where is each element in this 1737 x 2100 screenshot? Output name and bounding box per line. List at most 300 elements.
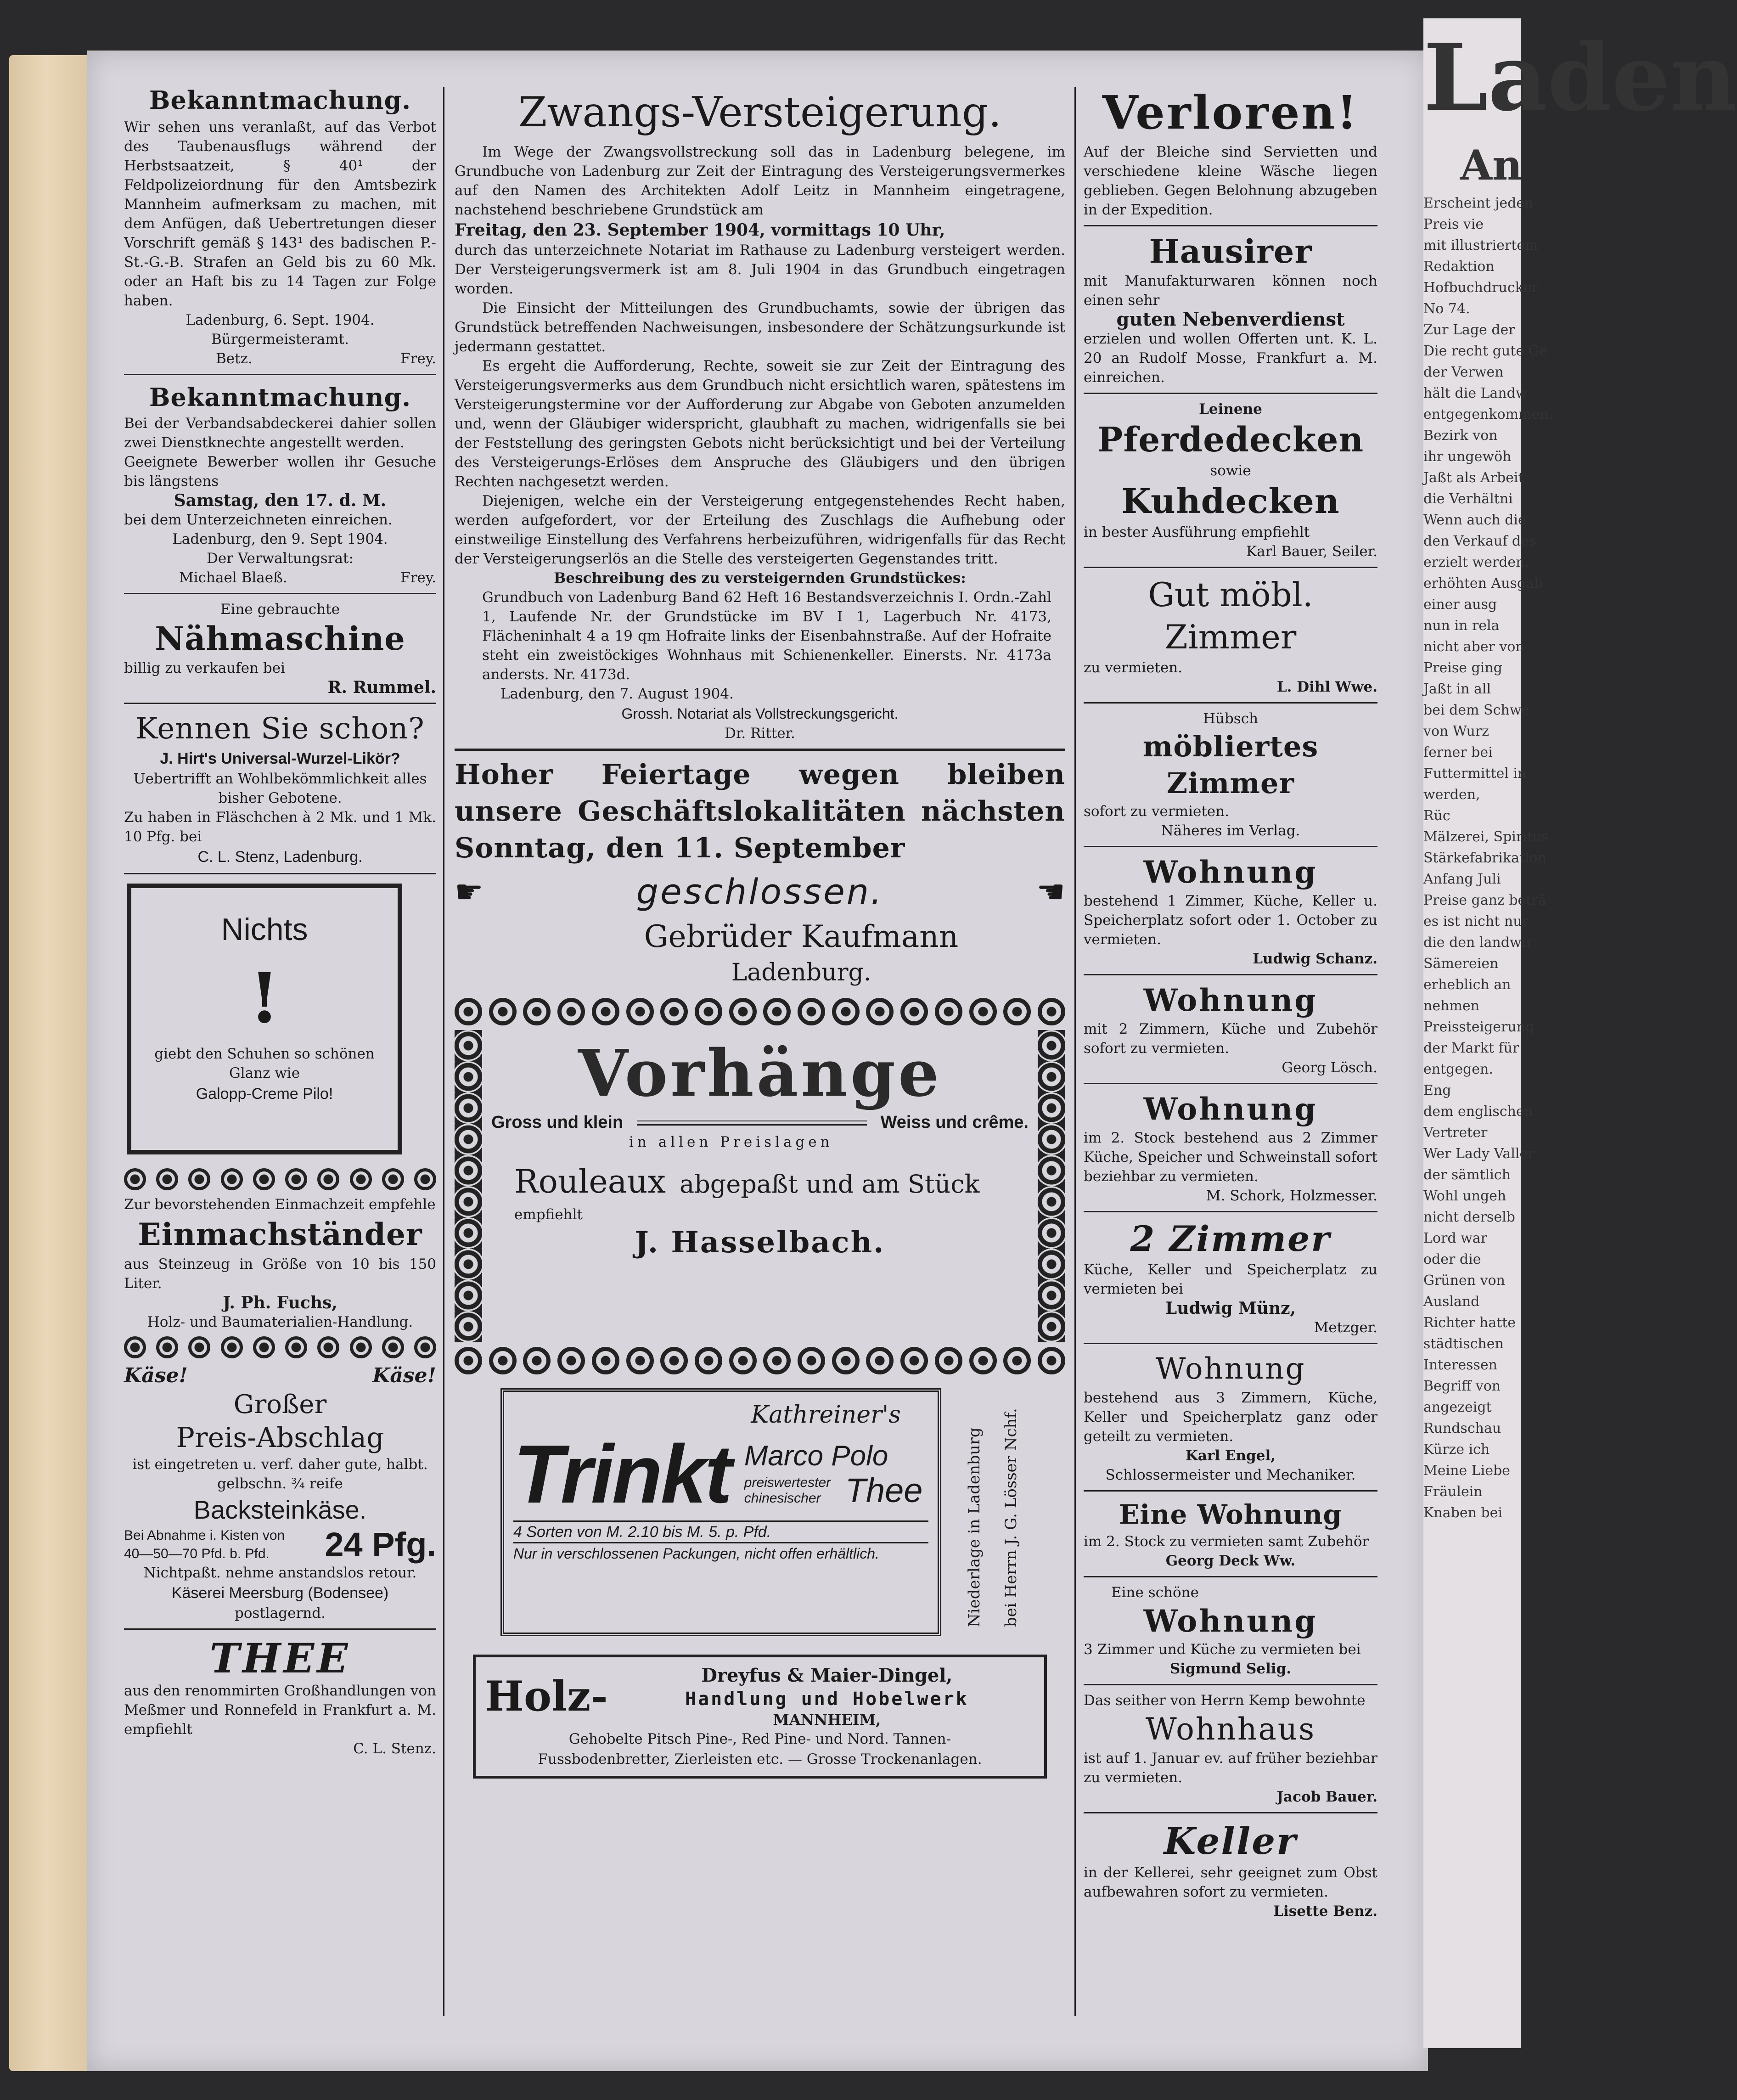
ornament-ring xyxy=(350,1168,372,1190)
ad-line: Leinene xyxy=(1199,401,1262,417)
ad-peddler xyxy=(1084,232,1377,387)
masthead-fragment: Laden xyxy=(1423,24,1737,132)
ad-tea xyxy=(124,1635,436,1758)
adjacent-page-line: No 74. xyxy=(1423,301,1470,317)
ad-body: Bei Abnahme i. Kisten von xyxy=(124,1528,285,1543)
divider xyxy=(1084,974,1377,975)
ad-body: Auf der Bleiche sind Servietten und verschiedene kleine Wäsche liegen geblieben. Gegen Belohnung abzugeben in der Expedition. xyxy=(1084,144,1377,218)
notice-subhead: Beschreibung des zu versteigernden Grundstückes: xyxy=(554,570,966,586)
ornament-ring xyxy=(557,1347,585,1374)
ad-title: Wohnung xyxy=(1143,982,1318,1018)
notice-auction xyxy=(455,83,1065,743)
ad-body: Küche, Keller und Speicherplatz zu vermieten bei xyxy=(1084,1261,1377,1297)
adjacent-page-line: Zur Lage der xyxy=(1423,322,1515,338)
ad-body: im 2. Stock bestehend aus 2 Zimmer Küche, Speicher und Schweinstall sofort beziehbar zu vermieten. xyxy=(1084,1130,1377,1185)
ornament-ring xyxy=(592,1347,619,1374)
notice-paragraph: durch das unterzeichnete Notariat im Rathause zu Ladenburg versteigert werden. Der Versteigerungsvermerk ist am 8. Juli 1904 in das Grundbuch eingetragen worden. xyxy=(455,242,1065,297)
divider xyxy=(124,873,436,874)
ad-body: bestehend 1 Zimmer, Küche, Keller u. Speicherplatz sofort oder 1. October zu vermieten. xyxy=(1084,893,1377,948)
ad-title: Wohnhaus xyxy=(1145,1712,1316,1747)
divider xyxy=(1084,1343,1377,1344)
ad-cellar xyxy=(1084,1819,1377,1921)
ad-corner-label: Käse! xyxy=(372,1364,436,1387)
adjacent-page-line: Knaben bei xyxy=(1423,1505,1502,1521)
ornament-ring xyxy=(317,1168,339,1190)
ad-title: Pferdedecken xyxy=(1097,420,1364,460)
adjacent-page-line: Wohl ungeh xyxy=(1423,1188,1507,1204)
ornament-ring xyxy=(660,998,688,1025)
ad-seller: J. Ph. Fuchs, xyxy=(223,1293,337,1312)
ad-tea-product xyxy=(744,1440,928,1509)
adjacent-page-line: Rüc xyxy=(1423,808,1450,824)
ad-firm: Dreyfus & Maier-Dingel, xyxy=(701,1665,953,1686)
divider xyxy=(1084,1490,1377,1492)
ad-product: Galopp-Creme Pilo! xyxy=(196,1085,333,1103)
ornament-ring xyxy=(124,1336,146,1358)
signature: Betz. xyxy=(216,350,253,367)
ornament-ring xyxy=(900,1347,928,1374)
ad-seller: L. Dihl Wwe. xyxy=(1276,679,1377,695)
adjacent-page-line: Preis vie xyxy=(1423,216,1484,232)
adjacent-page-line: Futtermittel in xyxy=(1423,766,1527,782)
ornament-ring xyxy=(866,998,894,1025)
adjacent-page-line: Ausland xyxy=(1423,1294,1480,1310)
ad-cheese xyxy=(124,1363,436,1623)
ad-wood xyxy=(473,1655,1047,1779)
ornament-ring xyxy=(523,1347,551,1374)
ornament-ring xyxy=(455,1347,482,1374)
divider xyxy=(455,749,1065,751)
adjacent-page-line: mit illustriertem xyxy=(1423,237,1538,253)
adjacent-page-line: Preissteigerung xyxy=(1423,1019,1535,1035)
ad-body: ist eingetreten u. verf. daher gute, halbt. gelbschn. ¾ reife xyxy=(132,1456,428,1492)
ad-town: Ladenburg. xyxy=(731,959,871,986)
notice-paragraph: Diejenigen, welche ein der Versteigerung entgegenstehendes Recht haben, werden aufgefordert, vor der Erteilung des Zuschlags die Aufhebung oder einstweilige Einstellung des Verfahrens herbeizuführen, widrigenfalls für das Recht der Versteigerungserlös an die Stelle des versteigerten Gegenstandes tritt. xyxy=(455,493,1065,567)
notice-title: Zwangs-Versteigerung. xyxy=(518,88,1002,136)
adjacent-page-line: Preise ganz beträ xyxy=(1423,892,1546,908)
ad-product: Backsteinkäse. xyxy=(193,1495,367,1524)
divider xyxy=(1084,1211,1377,1212)
ad-line: Eine schöne xyxy=(1111,1584,1199,1601)
ornament-ring xyxy=(414,1336,436,1358)
ornament-ring xyxy=(900,998,928,1025)
ornament-border-bottom xyxy=(455,1347,1065,1374)
ad-price: 4 Sorten von M. 2.10 bis M. 5. p. Pfd. xyxy=(513,1520,928,1543)
ad-product: Marco Polo xyxy=(744,1440,888,1472)
ad-row xyxy=(491,1113,1029,1132)
ad-tea-tagline-row xyxy=(744,1472,928,1509)
notice-authority: Bürgermeisteramt. xyxy=(211,331,349,348)
divider xyxy=(124,593,436,594)
ornament-ring xyxy=(969,998,997,1025)
signature: Frey. xyxy=(400,350,436,367)
ad-brand: Kathreiner's xyxy=(751,1401,901,1429)
adjacent-page-line: einer ausg xyxy=(1423,597,1497,613)
divider xyxy=(124,374,436,375)
adjacent-page-line: Preise ging xyxy=(1423,660,1502,676)
ad-body: mit Manufakturwaren können noch einen sehr xyxy=(1084,273,1377,309)
ornament-ring xyxy=(935,1347,962,1374)
ornament-ring xyxy=(156,1336,178,1358)
notice-paragraph: Es ergeht die Aufforderung, Rechte, soweit sie zur Zeit der Eintragung des Versteigerungsvermerks aus dem Grundbuch nicht ersichtlich waren, spätestens im Versteigerungstermine vor der Aufforderung zur Abgabe von Geboten anzumelden und, wenn der Gläubiger widerspricht, glaubhaft zu machen, widrigenfalls sie bei der Feststellung des geringsten Gebots nicht berücksichtigt und bei der Verteilung des Versteigerungs-Erlöses dem Anspruche des Gläubigers und den übrigen Rechten nachgesetzt werden. xyxy=(455,358,1065,490)
ornament-ring xyxy=(695,998,722,1025)
ornament-ring xyxy=(156,1168,178,1190)
ornament-ring xyxy=(626,1347,654,1374)
notice-deadline: Samstag, den 17. d. M. xyxy=(174,491,387,510)
ad-body: Nichtpaßt. nehme anstandslos retour. xyxy=(143,1565,417,1581)
ad-wood-firm xyxy=(619,1664,1035,1729)
ad-body: ist auf 1. Januar ev. auf früher beziehbar zu vermieten. xyxy=(1084,1750,1377,1786)
ad-firm: Gebrüder Kaufmann xyxy=(644,919,959,954)
ornament-ring xyxy=(221,1336,243,1358)
adjacent-page-line: entgegen. xyxy=(1423,1061,1493,1077)
ornament-ring xyxy=(414,1168,436,1190)
ad-intro: Das seither von Herrn Kemp bewohnte xyxy=(1084,1692,1366,1709)
ad-title: Keller xyxy=(1164,1819,1298,1863)
ornament-ring xyxy=(285,1168,307,1190)
ad-title: Wohnung xyxy=(1143,854,1318,890)
divider xyxy=(1084,1083,1377,1084)
adjacent-page-line: Jaßt als Arbeit xyxy=(1423,470,1524,486)
ad-line: unsere Geschäftslokalitäten nächsten xyxy=(455,795,1065,828)
ad-apartment-selig xyxy=(1084,1583,1377,1678)
ad-seller-note: postlagernd. xyxy=(235,1605,326,1621)
ornament-border-top xyxy=(455,998,1065,1025)
ad-product: Thee xyxy=(845,1471,923,1509)
ad-wood-head xyxy=(485,1664,1035,1729)
ornament-ring xyxy=(866,1347,894,1374)
adjacent-page-line: nehmen xyxy=(1423,998,1479,1014)
ad-line: Eine gebrauchte xyxy=(220,601,340,618)
adjacent-page-line: der Verwen xyxy=(1423,364,1504,380)
ornament-ring xyxy=(557,998,585,1025)
adjacent-page-line: entgegenkommen. xyxy=(1423,406,1553,422)
adjacent-page-line: Vertreter xyxy=(1423,1125,1488,1141)
ad-body: sofort zu vermieten. xyxy=(1084,803,1229,820)
notice-title: Bekanntmachung. xyxy=(149,383,411,412)
divider xyxy=(124,1628,436,1630)
adjacent-page-line: die Verhältni xyxy=(1423,491,1513,507)
ad-trade: Handlung und Hobelwerk xyxy=(685,1689,969,1710)
ad-title: möbliertes Zimmer xyxy=(1142,730,1319,800)
ad-depot: Niederlage in Ladenburg xyxy=(965,1427,984,1627)
ornament-ring xyxy=(763,998,791,1025)
ad-seller: Sigmund Selig. xyxy=(1169,1661,1292,1677)
ad-title: Einmachständer xyxy=(138,1216,422,1252)
adjacent-page-line: es ist nicht nur xyxy=(1423,913,1529,929)
adjacent-page-line: Die recht gute Ge xyxy=(1423,343,1548,359)
divider xyxy=(1084,846,1377,847)
adjacent-page-line: werden, xyxy=(1423,787,1480,803)
ad-seller: Karl Engel, xyxy=(1185,1447,1276,1464)
adjacent-page-line: erzielt werden, xyxy=(1423,554,1529,570)
divider xyxy=(1084,1684,1377,1685)
adjacent-page-line: Stärkefabrikation xyxy=(1423,850,1546,866)
ornament-border-left xyxy=(455,1030,482,1342)
ornament-ring xyxy=(350,1336,372,1358)
ornament-ring xyxy=(832,998,860,1025)
column-middle xyxy=(455,83,1065,1779)
adjacent-page-line: ferner bei xyxy=(1423,744,1493,760)
ornament-ring xyxy=(489,1347,517,1374)
ornament-ring xyxy=(832,1347,860,1374)
ad-lost xyxy=(1084,83,1377,220)
ad-seller: C. L. Stenz, Ladenburg. xyxy=(197,848,363,866)
notice-servants xyxy=(124,381,436,587)
notice-paragraph: Im Wege der Zwangsvollstreckung soll das in Ladenburg belegene, im Grundbuche von Ladenburg zur Zeit der Eintragung des Versteigerungsvermerkes auf den Namen des Architekten Adolf Leitz in Mannheim eingetragene, nachstehend beschriebene Grundstück am xyxy=(455,144,1065,218)
exclamation-mark: ! xyxy=(249,958,280,1039)
divider xyxy=(124,703,436,704)
adjacent-page-line: Kürze ich xyxy=(1423,1441,1490,1458)
adjacent-page-line: erheblich an xyxy=(1423,977,1511,993)
ornament-ring xyxy=(695,1347,722,1374)
ad-line: Hübsch xyxy=(1203,710,1259,727)
adjacent-page-line: dem englischen xyxy=(1423,1103,1534,1120)
ad-body: erzielen und wollen Offerten unt. K. L. 20 an Rudolf Mosse, Frankfurt a. M. einreichen. xyxy=(1084,331,1377,386)
ad-line: Fussbodenbretter, Zierleisten etc. — Grosse Trockenanlagen. xyxy=(538,1751,982,1768)
ad-body: 3 Zimmer und Küche zu vermieten bei xyxy=(1084,1641,1361,1658)
adjacent-page-line: der Markt für xyxy=(1423,1040,1519,1056)
ad-title: Preis-Abschlag xyxy=(176,1422,384,1454)
ad-product: Rouleaux xyxy=(514,1163,666,1200)
adjacent-page-line: Lord war xyxy=(1423,1230,1487,1246)
ad-trade: Holz- und Baumaterialien-Handlung. xyxy=(147,1314,413,1330)
notice-signer: Dr. Ritter. xyxy=(725,725,795,742)
ornament-ring xyxy=(489,998,517,1025)
column-right xyxy=(1084,83,1377,1921)
notice-place-date: Ladenburg, den 7. August 1904. xyxy=(500,686,734,702)
ad-line: Sonntag, den 11. September xyxy=(455,832,905,864)
ad-two-rooms xyxy=(1084,1218,1377,1337)
notice-authority: Der Verwaltungsrat: xyxy=(207,550,354,567)
ad-note: Näheres im Verlag. xyxy=(1161,822,1300,839)
ad-preserving-jars xyxy=(124,1195,436,1332)
column-rule-right xyxy=(1074,87,1076,2016)
ad-rule xyxy=(637,1120,866,1126)
ad-seller: R. Rummel. xyxy=(327,678,436,697)
ad-title: Hausirer xyxy=(1149,232,1312,270)
ad-body: in bester Ausführung empfiehlt xyxy=(1084,524,1310,540)
pointing-hand-left-icon: ☚ xyxy=(1036,873,1065,911)
ad-seller: Jacob Bauer. xyxy=(1276,1789,1377,1805)
ad-big: Holz- xyxy=(485,1672,608,1721)
adjacent-page-line: Rundschau xyxy=(1423,1420,1501,1436)
ornament-ring xyxy=(317,1336,339,1358)
notice-body: Wir sehen uns veranlaßt, auf das Verbot des Taubenausflugs während der Herbstsaatzeit, § 40¹ der Feldpolizeiordnung für den Amtsbezirk Mannheim aufmerksam zu machen, mit dem Anfügen, daß Uebertretungen dieser Vorschrift gemäß § 143¹ des badischen P.-St.-G.-B. Strafen an Geld bis zu 60 Mk. oder an Haft bis zu 14 Tagen zur Folge haben. xyxy=(124,119,436,309)
ornament-ring xyxy=(285,1336,307,1358)
ornament-ring xyxy=(969,1347,997,1374)
ornament-ring xyxy=(798,1347,825,1374)
adjacent-page-line: Wenn auch die xyxy=(1423,512,1526,528)
ornament-border xyxy=(124,1168,436,1190)
notice-pigeons xyxy=(124,83,436,368)
notice-place-date: Ladenburg, den 9. Sept 1904. xyxy=(172,531,388,547)
column-rule-left xyxy=(443,87,444,2016)
ad-title: Wohnung xyxy=(1143,1091,1318,1127)
ad-closed-row xyxy=(455,871,1065,912)
divider xyxy=(1084,393,1377,394)
ornament-border-right xyxy=(1038,1030,1065,1342)
ornament-ring xyxy=(1038,1347,1065,1374)
adjacent-page-line: hält die Landw xyxy=(1423,385,1528,401)
notice-body: Bei der Verbandsabdeckerei dahier sollen zwei Dienstknechte angestellt werden. xyxy=(124,415,436,451)
divider xyxy=(1084,1812,1377,1813)
ornament-ring xyxy=(188,1168,210,1190)
adjacent-page-line: Meine Liebe xyxy=(1423,1463,1510,1479)
ad-body: bestehend aus 3 Zimmern, Küche, Keller und Speicherplatz ganz oder geteilt zu vermieten. xyxy=(1084,1390,1377,1445)
ad-body: zu vermieten. xyxy=(1084,659,1183,676)
ad-depot: bei Herrn J. G. Lösser Nchf. xyxy=(1002,1408,1020,1627)
column-left xyxy=(124,83,436,1758)
ornament-ring xyxy=(382,1168,404,1190)
ad-title: Eine Wohnung xyxy=(1119,1499,1342,1530)
ad-body: Uebertrifft an Wohlbekömmlichkeit alles bisher Gebotene. xyxy=(133,771,427,806)
adjacent-page-line: Sämereien xyxy=(1423,956,1499,972)
masthead-sub-fragment: An xyxy=(1460,141,1523,190)
ad-title: Kuhdecken xyxy=(1121,482,1340,521)
ad-city: MANNHEIM, xyxy=(773,1711,881,1728)
divider xyxy=(1084,702,1377,704)
ad-curtains-content xyxy=(491,1035,1029,1261)
adjacent-page-line: bei dem Schwe xyxy=(1423,702,1530,718)
adjacent-page-line: erhöhten Ausgab xyxy=(1423,575,1543,591)
ornament-ring xyxy=(382,1336,404,1358)
ornament-ring xyxy=(1038,998,1065,1025)
ornament-ring xyxy=(1003,1347,1031,1374)
ad-apartment-schanz xyxy=(1084,853,1377,968)
ad-right-text: Weiss und crême. xyxy=(880,1113,1029,1132)
ad-title: Wohnung xyxy=(1143,1603,1318,1639)
ad-highlight: guten Nebenverdienst xyxy=(1116,309,1345,330)
ad-price-row xyxy=(124,1526,436,1563)
ad-body: in der Kellerei, sehr geeignet zum Obst aufbewahren sofort zu vermieten. xyxy=(1084,1864,1377,1900)
notice-authority: Grossh. Notariat als Vollstreckungsgericht. xyxy=(621,705,899,722)
ad-price-qty: 40—50—70 Pfd. b. Pfd. xyxy=(124,1546,270,1561)
ad-blankets xyxy=(1084,400,1377,561)
ornament-ring xyxy=(729,1347,757,1374)
adjacent-page-line: Bezirk von xyxy=(1423,428,1498,444)
ad-product-detail: abgepaßt und am Stück xyxy=(680,1170,980,1199)
ad-title: Nähmaschine xyxy=(155,619,405,658)
adjacent-page-line: Wer Lady Valler xyxy=(1423,1146,1535,1162)
ornament-ring xyxy=(592,998,619,1025)
ornament-ring xyxy=(1003,998,1031,1025)
ad-nice-room xyxy=(1084,709,1377,840)
ad-title: Vorhänge xyxy=(578,1036,942,1111)
adjacent-page-line: Redaktion xyxy=(1423,259,1495,275)
ad-title: THEE xyxy=(209,1634,351,1682)
adjacent-page-line: den Verkauf des xyxy=(1423,533,1536,549)
ad-closed-holiday xyxy=(455,756,1065,989)
ad-apartment-loesch xyxy=(1084,981,1377,1077)
notice-place-date: Ladenburg, 6. Sept. 1904. xyxy=(186,312,375,328)
ornament-ring xyxy=(523,998,551,1025)
ad-price: 24 Pfg. xyxy=(325,1526,436,1564)
notice-date: Freitag, den 23. September 1904, vormittags 10 Uhr, xyxy=(455,220,945,240)
adjacent-page-line: Begriff von xyxy=(1423,1378,1501,1394)
ad-seller: Georg Lösch. xyxy=(1282,1059,1377,1076)
ad-liqueur xyxy=(124,709,436,867)
ornament-ring xyxy=(660,1347,688,1374)
ad-body: im 2. Stock zu vermieten samt Zubehör xyxy=(1084,1533,1369,1550)
ad-tea-row xyxy=(513,1429,928,1520)
ad-title: Kennen Sie schon? xyxy=(135,712,425,746)
ad-closed: geschlossen. xyxy=(636,871,884,912)
ad-line: Gehobelte Pitsch Pine-, Red Pine- und Nord. Tannen- xyxy=(568,1731,951,1747)
ad-curtains xyxy=(455,998,1065,1374)
adjacent-page-line: oder die xyxy=(1423,1251,1481,1267)
adjacent-page-line: nun in rela xyxy=(1423,618,1500,634)
ad-price: Zu haben in Fläschchen à 2 Mk. und 1 Mk. 10 Pfg. bei xyxy=(124,809,436,845)
pointing-hand-right-icon: ☛ xyxy=(455,873,483,911)
adjacent-page-line: angezeigt xyxy=(1423,1399,1492,1415)
notice-paragraph: Die Einsicht der Mitteilungen des Grundbuchamts, sowie der übrigen das Grundstück betreffenden Nachweisungen, insbesondere der Schätzungsurkunde ist jedermann gestattet. xyxy=(455,300,1065,355)
ad-row xyxy=(491,1161,1029,1205)
ad-seller: Karl Bauer, Seiler. xyxy=(1246,543,1377,560)
ad-body: mit 2 Zimmern, Küche und Zubehör sofort zu vermieten. xyxy=(1084,1021,1377,1057)
adjacent-page-line: Anfang Juli xyxy=(1423,871,1501,887)
adjacent-page-line: Erscheint jeden xyxy=(1423,195,1534,211)
ornament-ring xyxy=(124,1168,146,1190)
adjacent-page-line: Richter hatte xyxy=(1423,1315,1516,1331)
ad-furnished-room xyxy=(1084,574,1377,697)
ad-cta: Trinkt xyxy=(513,1428,731,1520)
adjacent-page-line: Jaßt in all xyxy=(1423,681,1491,697)
signature: Michael Blaeß. xyxy=(179,569,287,586)
notice-body: Geeignete Bewerber wollen ihr Gesuche bis längstens xyxy=(124,454,436,490)
ad-body: aus Steinzeug in Größe von 10 bis 150 Liter. xyxy=(124,1256,436,1292)
ornament-ring xyxy=(253,1336,275,1358)
ornament-border xyxy=(124,1336,436,1358)
ad-price-text xyxy=(124,1526,317,1563)
signature: Frey. xyxy=(400,569,436,586)
ad-seller: J. Hasselbach. xyxy=(635,1225,885,1260)
ad-intro: Zur bevorstehenden Einmachzeit empfehle xyxy=(124,1196,436,1213)
ad-kathreiner-tea xyxy=(455,1388,1065,1645)
ad-line: billig zu verkaufen bei xyxy=(124,660,286,676)
notice-description: Grundbuch von Ladenburg Band 62 Heft 16 Bestandsverzeichnis I. Ordn.-Zahl 1, Laufende Nr. der Grundstücke im BV I 1, Lagerbuch Nr. 4173, Flächeninhalt 4 a 19 qm Hofraite links der Eisenbahnstraße. Auf der Hofraite steht ein zweistöckiges Wohnhaus mit Schienenkeller. Einersts. Nr. 4173a andersts. Nr. 4173d. xyxy=(482,589,1051,683)
ad-title: Verloren! xyxy=(1102,85,1359,140)
ornament-ring xyxy=(729,998,757,1025)
ornament-ring xyxy=(626,998,654,1025)
ad-body: aus den renommirten Großhandlungen von Meßmer und Ronnefeld in Frankfurt a. M. empfiehlt xyxy=(124,1683,436,1738)
ad-tea-depot xyxy=(950,1388,1042,1636)
ad-line: sowie xyxy=(1210,462,1251,479)
ad-sewing-machine xyxy=(124,600,436,697)
ornament-ring xyxy=(763,1347,791,1374)
ornament-ring xyxy=(935,998,962,1025)
adjacent-page-line: städtischen xyxy=(1423,1336,1504,1352)
ad-trade: Schlossermeister und Mechaniker. xyxy=(1105,1467,1356,1483)
adjacent-page-line: Interessen xyxy=(1423,1357,1497,1373)
notice-signatures xyxy=(124,568,436,587)
adjacent-page-fragment xyxy=(1423,18,1737,2048)
adjacent-page-line: Eng xyxy=(1423,1082,1451,1098)
ad-product: J. Hirt's Universal-Wurzel-Likör? xyxy=(160,750,400,767)
adjacent-page-line: die den landwir xyxy=(1423,935,1533,951)
ad-seller: C. L. Stenz. xyxy=(353,1740,436,1757)
ad-title: Gut möbl. Zimmer xyxy=(1148,575,1313,656)
adjacent-page-line: ihr ungewöh xyxy=(1423,449,1512,465)
notice-signatures xyxy=(124,349,436,368)
ad-title: 2 Zimmer xyxy=(1130,1218,1331,1259)
ornament-ring xyxy=(221,1168,243,1190)
notice-body: bei dem Unterzeichneten einreichen. xyxy=(124,512,393,528)
adjacent-page-line: Hofbuchdrucker xyxy=(1423,280,1538,296)
ad-title: Wohnung xyxy=(1155,1352,1306,1386)
ad-body: giebt den Schuhen so schönen Glanz wie xyxy=(154,1046,375,1081)
adjacent-page-line: der sämtlich xyxy=(1423,1167,1511,1183)
